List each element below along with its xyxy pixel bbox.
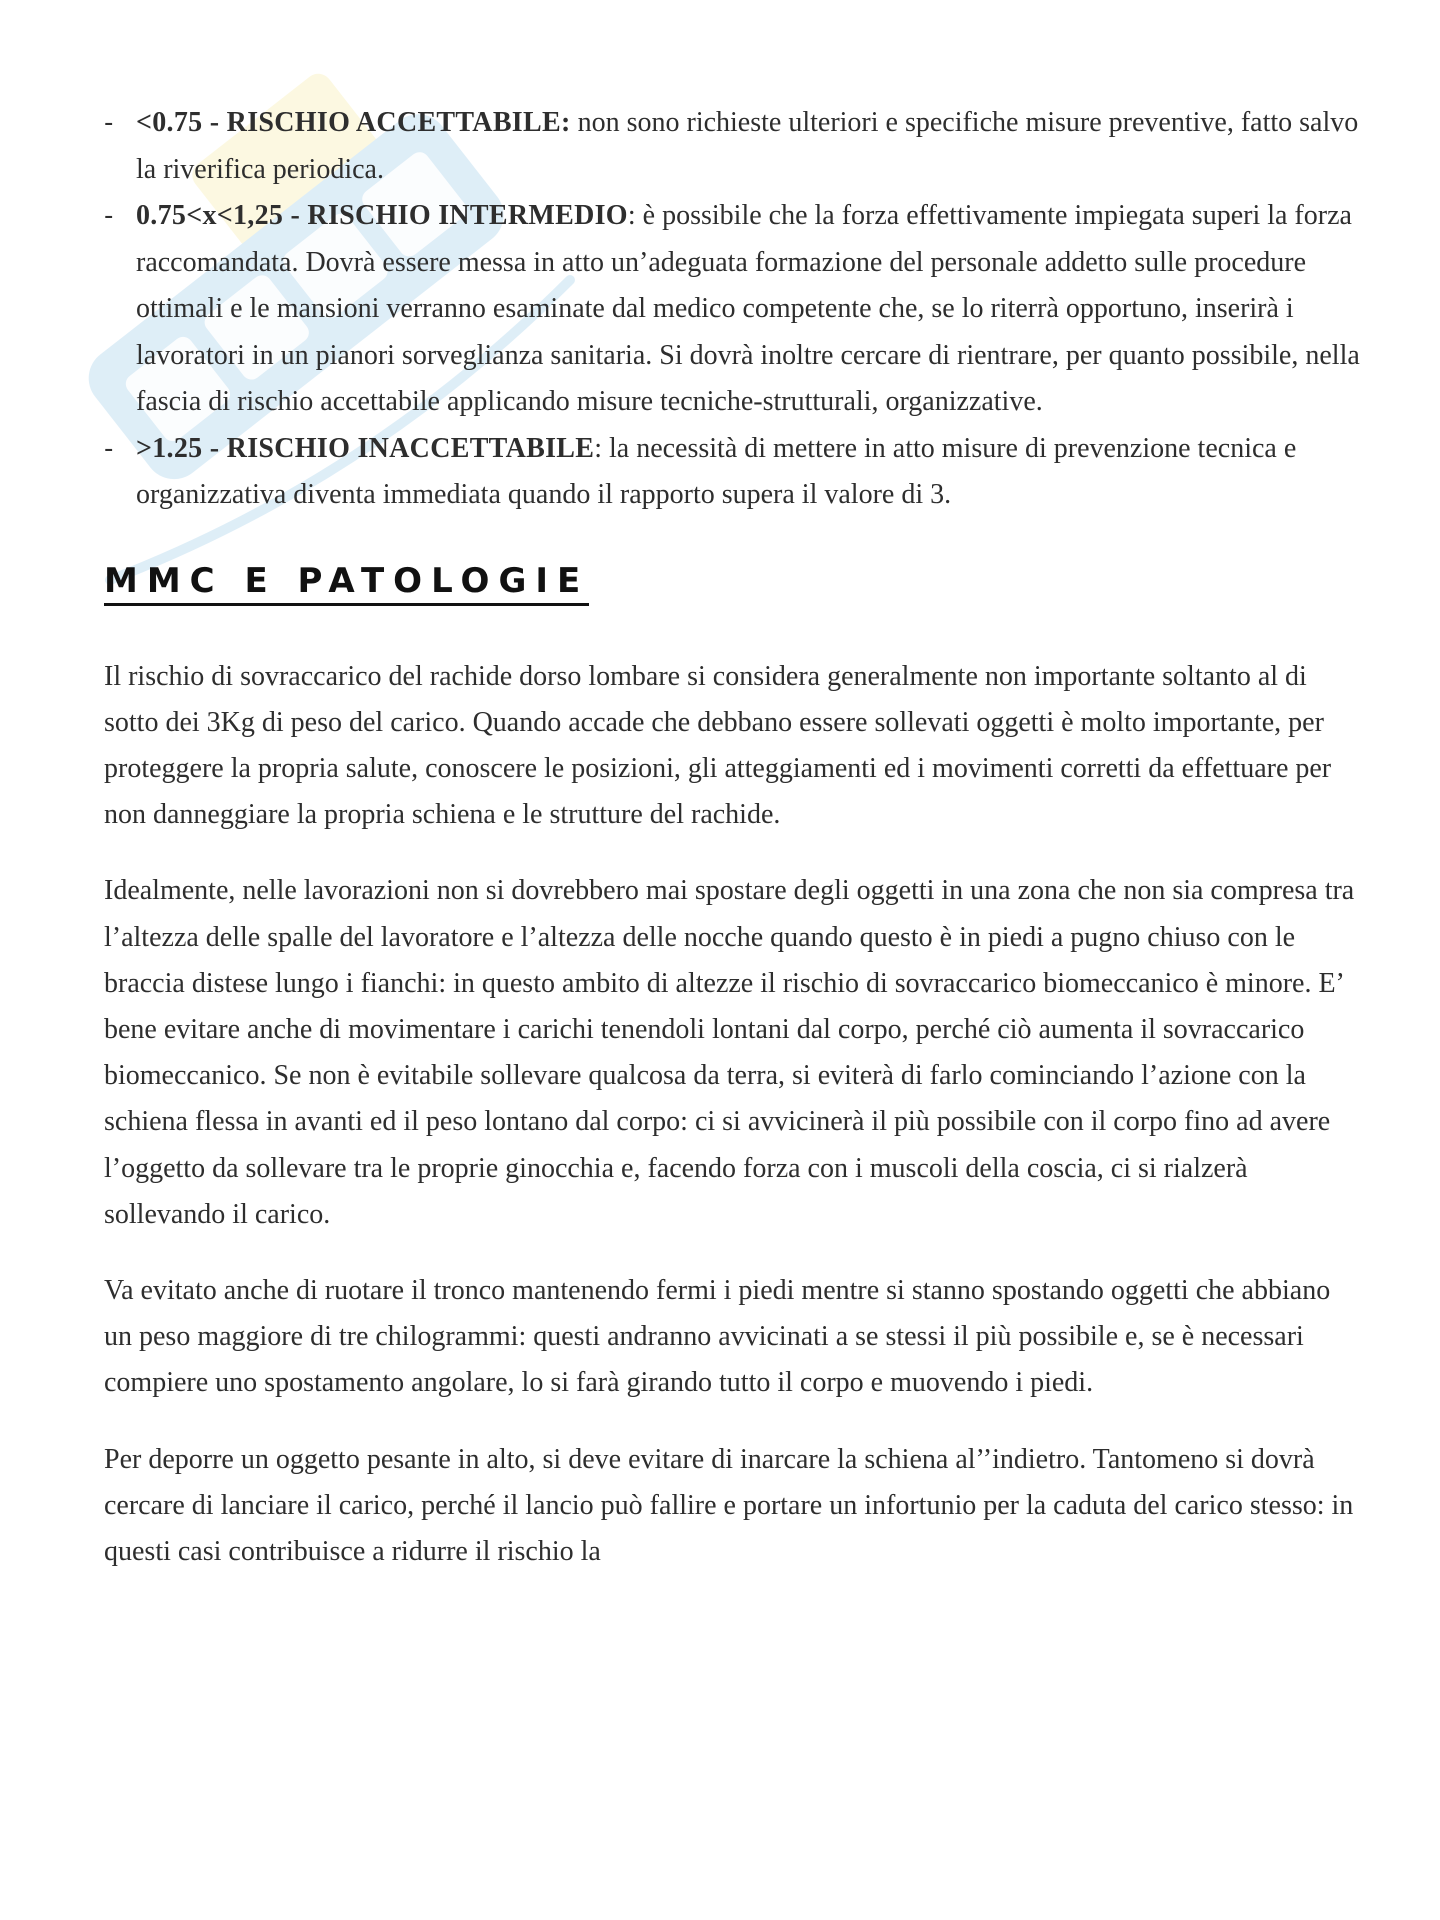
bullet-dash: - [104,433,114,464]
bullet-dash: - [104,108,114,138]
list-item [104,100,1360,193]
section-heading: MMC E PATOLOGIE [104,561,589,606]
risk-level-list [104,100,1360,519]
bullet-dash: - [104,201,114,231]
risk-description: : la necessità di mettere in atto misure di prevenzione tecnica e organizzativa diventa immediata quando il rapporto supera il valore di 3. [136,432,1297,510]
list-item [104,426,1360,519]
body-paragraph: Per deporre un oggetto pesante in alto, si deve evitare di inarcare la schiena al’’indietro. Tantomeno si dovrà cercare di lanciare il carico, perché il lancio può fallire e portare un infortunio per la caduta del carico stesso: in questi casi contribuisce a ridurre il rischio la [104,1443,1354,1567]
risk-label: 0.75<x<1,25 - RISCHIO INTERMEDIO [136,200,628,231]
risk-label: >1.25 - RISCHIO INACCETTABILE [136,432,595,464]
list-item [104,193,1360,426]
body-paragraph: Idealmente, nelle lavorazioni non si dovrebbero mai spostare degli oggetti in una zona che non sia compresa tra l’altezza delle spalle del lavoratore e l’altezza delle nocche quando questo è in piedi a pugno chiuso con le braccia distese lungo i fianchi: in questo ambito di altezze il rischio di sovraccarico biomeccanico è minore. E’ bene evitare anche di movimentare i carichi tenendoli lontani dal corpo, perché ciò aumenta il sovraccarico biomeccanico. Se non è evitabile sollevare qualcosa da terra, si eviterà di farlo cominciando l’azione con la schiena flessa in avanti ed il peso lontano dal corpo: ci si avvicinerà il più possibile con il corpo fino ad avere l’oggetto da sollevare tra le proprie ginocchia e, facendo forza con i muscoli della coscia, ci si rialzerà sollevando il carico. [104,875,1355,1230]
risk-description: : è possibile che la forza effettivamente impiegata superi la forza raccomandata. Dovrà essere messa in atto un’adeguata formazione del personale addetto sulle procedure ottimali e le mansioni verranno esaminate dal medico competente che, se lo riterrà opportuno, inserirà i lavoratori in un pianori sorveglianza sanitaria. Si dovrà inoltre cercare di rientrare, per quanto possibile, nella fascia di rischio accettabile applicando misure tecniche-strutturali, organizzative. [136,200,1360,417]
risk-label: <0.75 - RISCHIO ACCETTABILE: [136,107,571,138]
body-paragraph: Va evitato anche di ruotare il tronco mantenendo fermi i piedi mentre si stanno spostando oggetti che abbiano un peso maggiore di tre chilogrammi: questi andranno avvicinati a se stessi il più possibile e, se è necessari compiere uno spostamento angolare, lo si farà girando tutto il corpo e muovendo i piedi. [104,1274,1331,1399]
body-paragraph: Il rischio di sovraccarico del rachide dorso lombare si considera generalmente non importante soltanto al di sotto dei 3Kg di peso del carico. Quando accade che debbano essere sollevati oggetti è molto importante, per proteggere la propria salute, conoscere le posizioni, gli atteggiamenti ed i movimenti corretti da effettuare per non danneggiare la propria schiena e le strutture del rachide. [104,660,1332,831]
risk-description: non sono richieste ulteriori e specifiche misure preventive, fatto salvo la riverifica periodica. [136,107,1359,185]
page-content [104,100,1360,1575]
